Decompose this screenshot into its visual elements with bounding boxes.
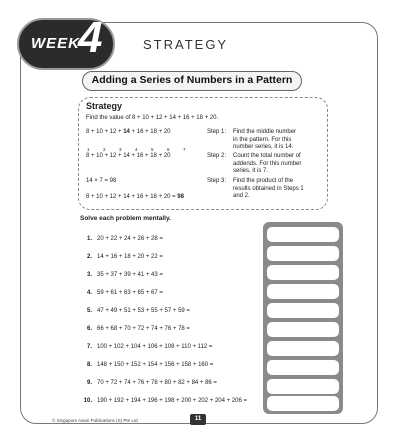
answer-box-2[interactable]: [267, 246, 339, 261]
step-line: Count the total number of: [233, 153, 301, 159]
step-line: in the pattern. For this: [233, 136, 292, 143]
answer-box-7[interactable]: [267, 341, 339, 356]
strategy-series-counted: 8 + 10 + 12 + 14 + 16 + 18 + 20: [86, 153, 171, 159]
step-line: series, it is 7.: [233, 168, 269, 174]
answer-box-4[interactable]: [267, 284, 339, 299]
series-post: + 16 + 18 + 20: [129, 129, 171, 135]
problem-text: 20 + 22 + 24 + 26 + 28 =: [97, 236, 163, 242]
step-label: Step 1:: [207, 129, 227, 135]
section-title: Adding a Series of Numbers in a Pattern: [91, 74, 293, 86]
problem-number: 2.: [86, 254, 92, 260]
problem-text: 190 + 192 + 194 + 196 + 198 + 200 + 202 + 204 + 206 =: [97, 398, 247, 404]
copyright-footer: © Singapore Asian Publications (S) Pte Ltd: [52, 418, 138, 423]
instructions: Solve each problem mentally.: [80, 215, 171, 222]
position-label: 5: [151, 147, 154, 152]
problem-text: 66 + 68 + 70 + 72 + 74 + 76 + 78 =: [97, 326, 190, 332]
result-answer: 98: [177, 194, 184, 200]
problem-text: 70 + 72 + 74 + 76 + 78 + 80 + 82 + 84 + 86 =: [97, 380, 217, 386]
series-middle: 14: [123, 129, 130, 135]
strategy-heading: Strategy: [86, 101, 123, 111]
position-label: 3: [119, 147, 122, 152]
answer-box-8[interactable]: [267, 360, 339, 375]
header-title: STRATEGY: [143, 37, 229, 52]
problem-number: 5.: [86, 308, 92, 314]
position-label: 1: [87, 147, 90, 152]
answer-box-9[interactable]: [267, 379, 339, 394]
step-line: number series, it is 14.: [233, 144, 294, 150]
answer-box-5[interactable]: [267, 303, 339, 318]
problem-text: 100 + 102 + 104 + 106 + 108 + 110 + 112 =: [97, 344, 213, 350]
step-line: results obtained in Steps 1: [233, 185, 304, 192]
problem-text: 59 + 61 + 63 + 65 + 67 =: [97, 290, 163, 296]
problem-number: 6.: [86, 326, 92, 332]
problem-number: 9.: [86, 380, 92, 386]
problem-text: 35 + 37 + 39 + 41 + 43 =: [97, 272, 163, 278]
result-pre: 8 + 10 + 12 + 14 + 16 + 18 + 20 =: [86, 194, 178, 200]
answer-box-6[interactable]: [267, 322, 339, 337]
strategy-result: [86, 194, 184, 202]
problem-text: 148 + 150 + 152 + 154 + 156 + 158 + 160 =: [97, 362, 214, 368]
step-line: addends. For this number: [233, 160, 302, 167]
page-number: 11: [190, 414, 206, 425]
problem-number: 10.: [83, 398, 92, 404]
position-label: 2: [103, 147, 106, 152]
problem-text: 47 + 49 + 51 + 53 + 55 + 57 + 59 =: [97, 308, 190, 314]
problem-number: 3.: [86, 272, 92, 278]
problem-number: 7.: [86, 344, 92, 350]
problem-number: 4.: [86, 290, 92, 296]
position-label: 6: [167, 147, 170, 152]
answer-box-3[interactable]: [267, 265, 339, 280]
answer-box-1[interactable]: [267, 227, 339, 242]
step-line: Find the middle number: [233, 129, 297, 135]
step-label: Step 3:: [207, 178, 227, 184]
strategy-prompt: Find the value of 8 + 10 + 12 + 14 + 16 + 18 + 20.: [86, 115, 219, 121]
problem-number: 8.: [86, 362, 92, 368]
step-line: Find the product of the: [233, 178, 294, 184]
answer-box-10[interactable]: [267, 396, 339, 411]
series-pre: 8 + 10 + 12 +: [86, 129, 124, 135]
problem-text: 14 + 16 + 18 + 20 + 22 =: [97, 254, 163, 260]
position-label: 4: [135, 147, 138, 152]
strategy-series-highlight: [86, 129, 170, 137]
strategy-product: 14 × 7 = 98: [86, 178, 117, 184]
week-label: WEEK: [31, 35, 80, 52]
week-number: 4: [78, 13, 103, 62]
problem-number: 1.: [86, 236, 92, 242]
position-label: 7: [183, 147, 186, 152]
step-line: and 2.: [233, 193, 250, 199]
step-label: Step 2:: [207, 153, 227, 159]
